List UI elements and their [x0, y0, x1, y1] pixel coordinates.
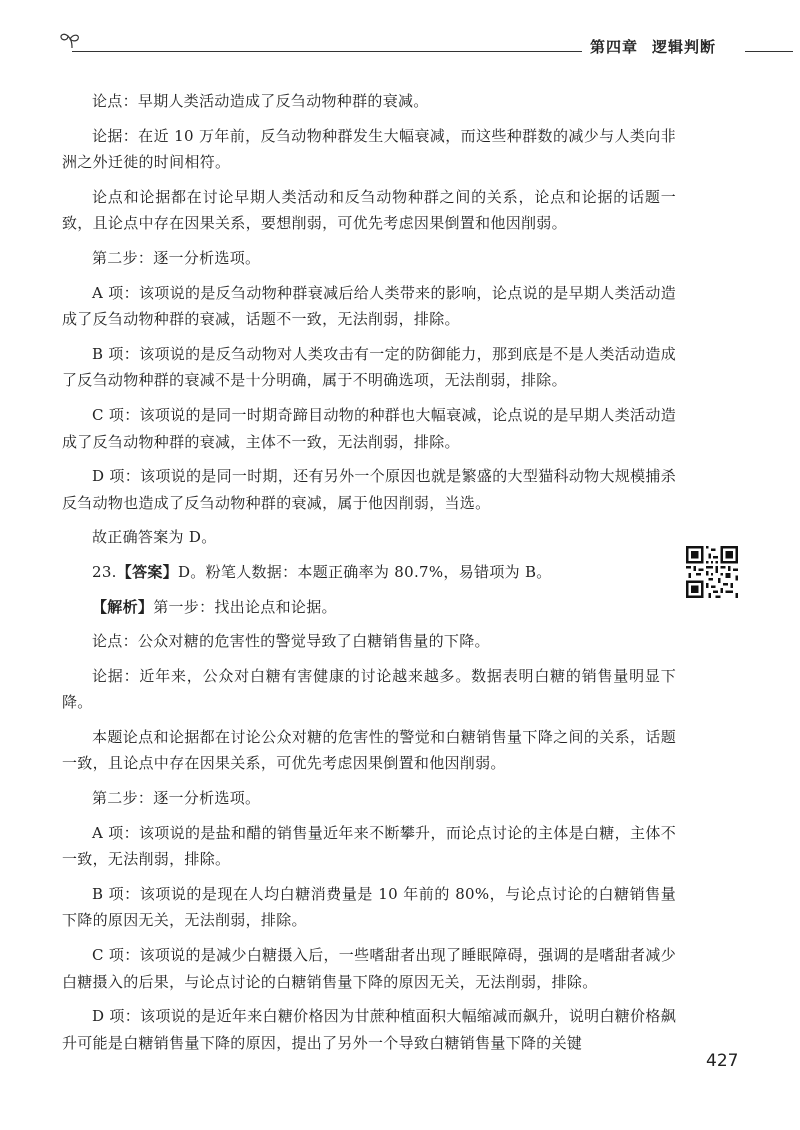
page-number: 427: [706, 1051, 739, 1071]
paragraph: 论点：公众对糖的危害性的警觉导致了白糖销售量的下降。: [92, 632, 490, 651]
qr-code-icon[interactable]: [686, 546, 738, 598]
paragraph: B 项：该项说的是反刍动物对人类攻击有一定的防御能力，那到底是不是人类活动造成了反刍动物种群的衰减不是十分明确，属于不明确选项，无法削弱，排除。: [62, 344, 676, 390]
question-number: 23.: [92, 562, 117, 581]
chapter-title: [590, 36, 750, 57]
paragraph: 论点：早期人类活动造成了反刍动物种群的衰减。: [92, 92, 429, 110]
paragraph: B 项：该项说的是现在人均白糖消费量是 10 年前的 80%，与论点讨论的白糖销售量下降的原因无关，无法削弱，排除。: [62, 884, 676, 930]
paragraph: C 项：该项说的是减少白糖摄入后，一些嗜甜者出现了睡眠障碍，强调的是嗜甜者减少白糖摄入的后果，与论点讨论的白糖销售量下降的原因无关，无法削弱，排除。: [62, 946, 676, 991]
sprout-icon: [58, 30, 82, 50]
paragraph: 第二步：逐一分析选项。: [92, 248, 261, 267]
header-rule-left: [72, 51, 582, 52]
paragraph: 论据：在近 10 万年前，反刍动物种群发生大幅衰减，而这些种群数的减少与人类向非洲之外迁徙的时间相符。: [62, 126, 676, 172]
paragraph: A 项：该项说的是盐和醋的销售量近年来不断攀升，而论点讨论的主体是白糖，主体不一致，无法削弱，排除。: [62, 823, 676, 869]
answer-text: D。粉笔人数据：本题正确率为 80.7%，易错项为 B。: [177, 562, 552, 581]
analysis-text: 第一步：找出论点和论据。: [153, 597, 337, 616]
answer-tag: 【答案】: [116, 562, 178, 581]
paragraph: 论据：近年来，公众对白糖有害健康的讨论越来越多。数据表明白糖的销售量明显下降。: [62, 666, 676, 712]
chapter-number: 第四章: [590, 38, 639, 56]
paragraph: 论点和论据都在讨论早期人类活动和反刍动物种群之间的关系，论点和论据的话题一致，且论点中存在因果关系，要想削弱，可优先考虑因果倒置和他因削弱。: [62, 187, 676, 233]
page-header: [0, 0, 800, 60]
answer-line: [62, 559, 676, 586]
paragraph: C 项：该项说的是同一时期奇蹄目动物的种群也大幅衰减，论点说的是早期人类活动造成了反刍动物种群的衰减，主体不一致，无法削弱，排除。: [62, 405, 676, 451]
analysis-tag: 【解析】: [92, 597, 154, 616]
paragraph: 本题论点和论据都在讨论公众对糖的危害性的警觉和白糖销售量下降之间的关系，话题一致，且论点中存在因果关系，可优先考虑因果倒置和他因削弱。: [62, 727, 676, 773]
header-rule-right: [745, 51, 793, 52]
paragraph: 第二步：逐一分析选项。: [92, 789, 261, 808]
page-body: [62, 88, 676, 1064]
chapter-section: 逻辑判断: [652, 38, 717, 56]
paragraph: A 项：该项说的是反刍动物种群衰减后给人类带来的影响，论点说的是早期人类活动造成了反刍动物种群的衰减，话题不一致，无法削弱，排除。: [62, 283, 676, 329]
paragraph: 故正确答案为 D。: [92, 528, 217, 547]
paragraph: D 项：该项说的是近年来白糖价格因为甘蔗种植面积大幅缩减而飙升，说明白糖价格飙升可能是白糖销售量下降的原因，提出了另外一个导致白糖销售量下降的关键: [62, 1007, 676, 1052]
analysis-line: [62, 594, 676, 621]
paragraph: D 项：该项说的是同一时期，还有另外一个原因也就是繁盛的大型猫科动物大规模捕杀反刍动物也造成了反刍动物种群的衰减，属于他因削弱，当选。: [62, 467, 676, 512]
